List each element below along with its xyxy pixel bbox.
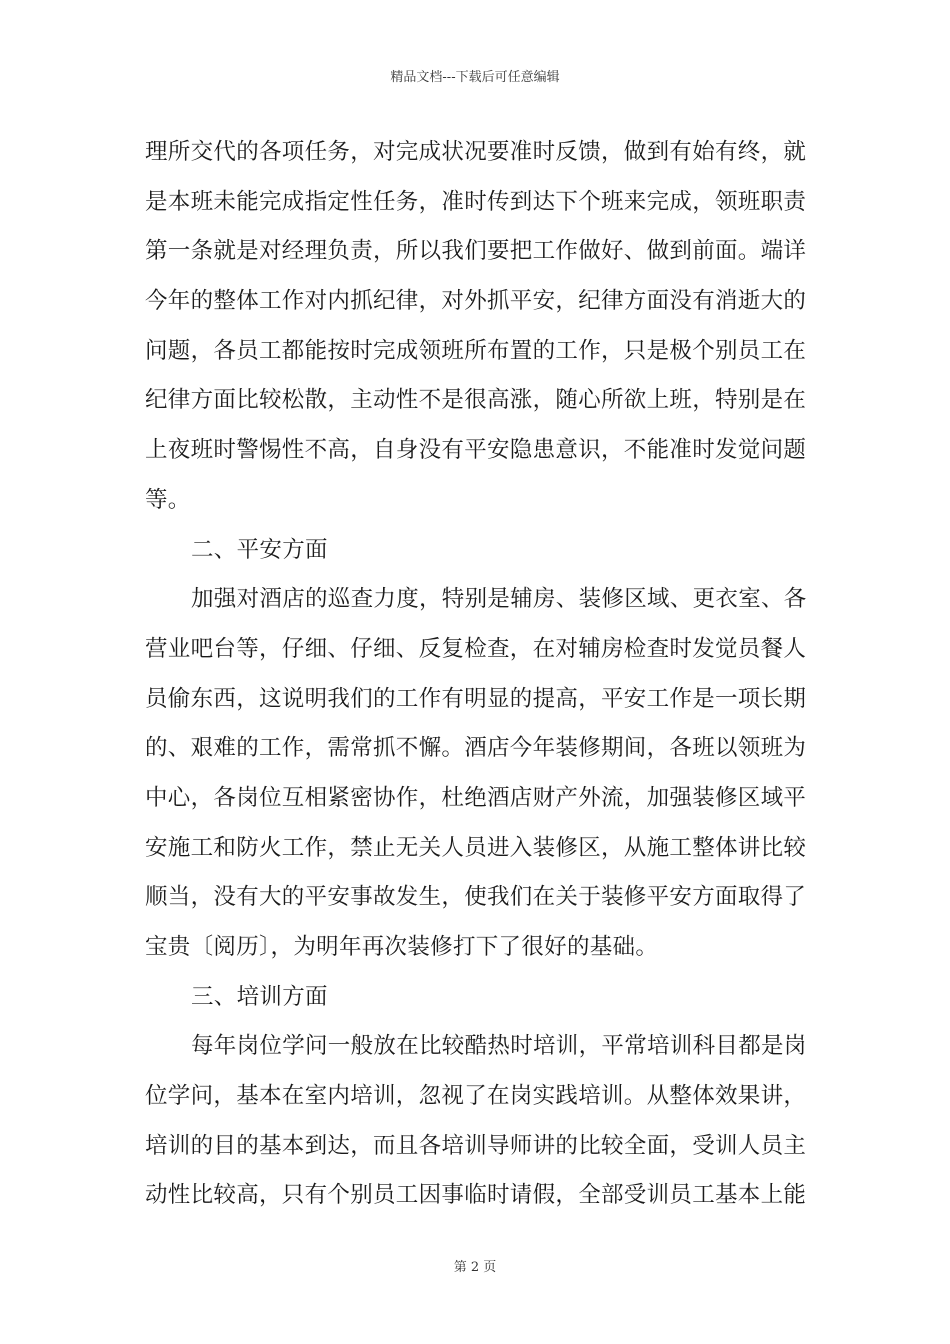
body-line: 宝贵〔阅历〕，为明年再次装修打下了很好的基础。 [145,934,659,960]
body-line: 第一条就是对经理负责，所以我们要把工作做好、做到前面。端详 [145,238,807,265]
page-header: 精品文档---下载后可任意编辑 [390,70,560,85]
body-line: 加强对酒店的巡查力度，特别是辅房、装修区域、更衣室、各 [191,586,807,613]
body-line: 动性比较高，只有个别员工因事临时请假，全部受训员工基本上能 [145,1182,807,1209]
body-line: 今年的整体工作对内抓纪律，对外抓平安，纪律方面没有消逝大的 [145,288,807,315]
body-line: 是本班未能完成指定性任务，准时传到达下个班来完成，领班职责 [145,188,807,215]
body-line: 的、艰难的工作，需常抓不懈。酒店今年装修期间，各班以领班为 [145,735,807,762]
body-line: 每年岗位学问一般放在比较酷热时培训，平常培训科目都是岗 [191,1033,807,1060]
body-line: 营业吧台等，仔细、仔细、反复检查，在对辅房检查时发觉员餐人 [145,635,807,662]
body-line: 安施工和防火工作，禁止无关人员进入装修区，从施工整体讲比较 [145,834,807,861]
body-line: 培训的目的基本到达，而且各培训导师讲的比较全面，受训人员主 [145,1132,807,1159]
section-heading: 三、培训方面 [191,983,328,1010]
body-line: 上夜班时警惕性不高，自身没有平安隐患意识，不能准时发觉问题 [145,437,807,464]
body-line: 顺当，没有大的平安事故发生，使我们在关于装修平安方面取得了 [145,884,807,911]
document-body [145,128,810,1221]
body-line: 等。 [145,486,191,513]
body-line: 位学问，基本在室内培训，忽视了在岗实践培训。从整体效果讲， [145,1083,807,1110]
page-number: 第 2 页 [453,1260,497,1275]
body-line: 理所交代的各项任务，对完成状况要准时反馈，做到有始有终，就 [145,139,807,165]
body-line: 员偷东西，这说明我们的工作有明显的提高，平安工作是一项长期 [145,685,807,712]
body-line: 中心，各岗位互相紧密协作，杜绝酒店财产外流，加强装修区域平 [145,784,807,811]
body-line: 纪律方面比较松散，主动性不是很高涨，随心所欲上班，特别是在 [145,387,807,414]
body-line: 问题，各员工都能按时完成领班所布置的工作，只是极个别员工在 [145,337,807,364]
section-heading: 二、平安方面 [191,536,328,563]
